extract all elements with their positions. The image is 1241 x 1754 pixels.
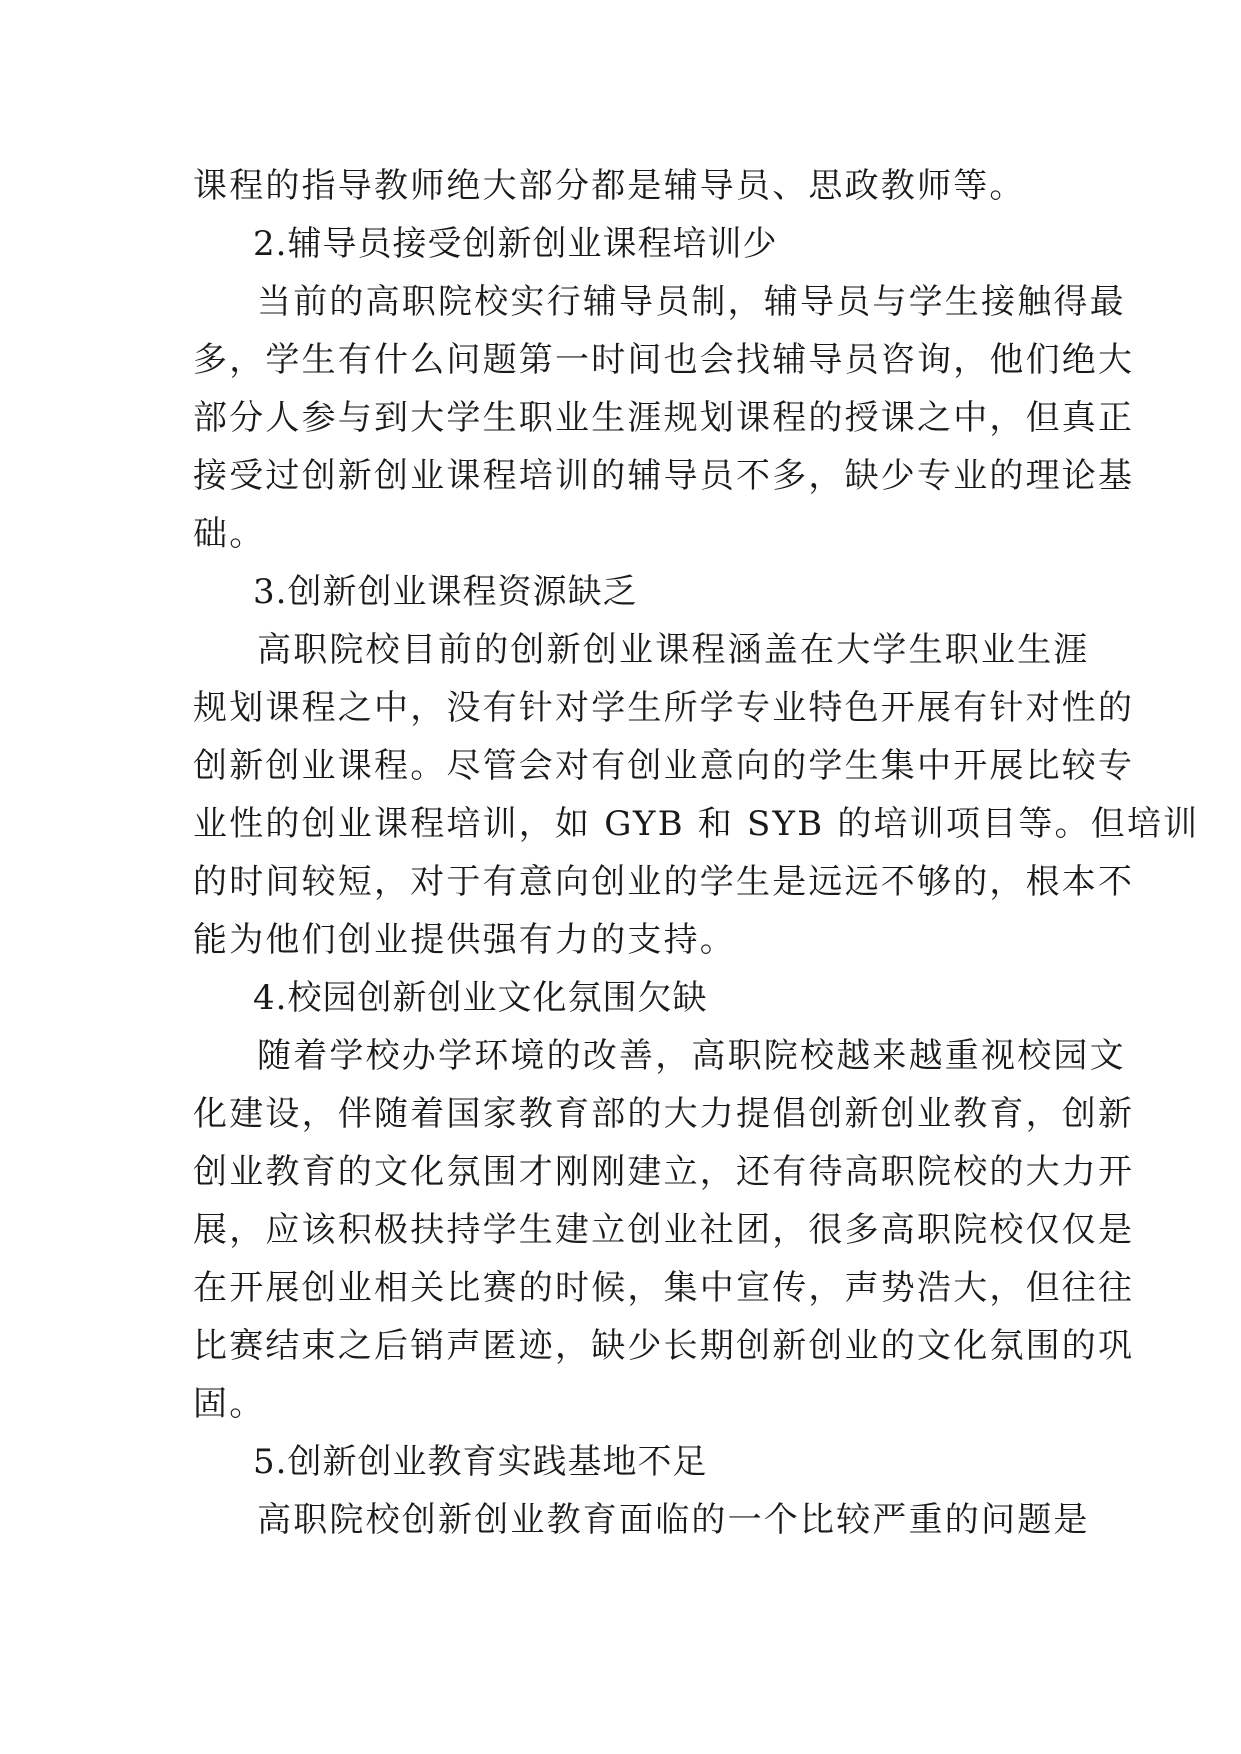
paragraph-line: 的时间较短，对于有意向创业的学生是远远不够的，根本不 [193, 862, 1135, 902]
paragraph-line: 比赛结束之后销声匿迹，缺少长期创新创业的文化氛围的巩 [193, 1326, 1135, 1366]
paragraph-line: 高职院校创新创业教育面临的一个比较严重的问题是 [257, 1500, 1090, 1540]
section-heading: 4.校园创新创业文化氛围欠缺 [253, 978, 708, 1018]
paragraph-line: 固。 [193, 1384, 266, 1424]
paragraph-line: 随着学校办学环境的改善，高职院校越来越重视校园文 [257, 1036, 1126, 1076]
paragraph-line: 础。 [193, 514, 266, 554]
paragraph-line: 规划课程之中，没有针对学生所学专业特色开展有针对性的 [193, 688, 1135, 728]
section-heading: 5.创新创业教育实践基地不足 [253, 1442, 708, 1482]
document-body [193, 157, 1200, 1549]
section-heading: 2.辅导员接受创新创业课程培训少 [253, 224, 778, 264]
paragraph-line: 化建设，伴随着国家教育部的大力提倡创新创业教育，创新 [193, 1094, 1135, 1134]
paragraph-line: 创业教育的文化氛围才刚刚建立，还有待高职院校的大力开 [193, 1152, 1135, 1192]
paragraph-line: 高职院校目前的创新创业课程涵盖在大学生职业生涯 [257, 630, 1090, 670]
paragraph-line: 多，学生有什么问题第一时间也会找辅导员咨询，他们绝大 [193, 340, 1135, 380]
paragraph-line: 部分人参与到大学生职业生涯规划课程的授课之中，但真正 [193, 398, 1135, 438]
paragraph-line: 在开展创业相关比赛的时候，集中宣传，声势浩大，但往往 [193, 1268, 1135, 1308]
paragraph-line: 能为他们创业提供强有力的支持。 [193, 920, 736, 960]
paragraph-line: 业性的创业课程培训，如 GYB 和 SYB 的培训项目等。但培训 [193, 804, 1200, 844]
intro-line: 课程的指导教师绝大部分都是辅导员、思政教师等。 [193, 166, 1026, 206]
paragraph-line: 当前的高职院校实行辅导员制，辅导员与学生接触得最 [257, 282, 1126, 322]
paragraph-line: 创新创业课程。尽管会对有创业意向的学生集中开展比较专 [193, 746, 1135, 786]
paragraph-line: 接受过创新创业课程培训的辅导员不多，缺少专业的理论基 [193, 456, 1135, 496]
section-heading: 3.创新创业课程资源缺乏 [253, 572, 638, 612]
paragraph-line: 展，应该积极扶持学生建立创业社团，很多高职院校仅仅是 [193, 1210, 1135, 1250]
